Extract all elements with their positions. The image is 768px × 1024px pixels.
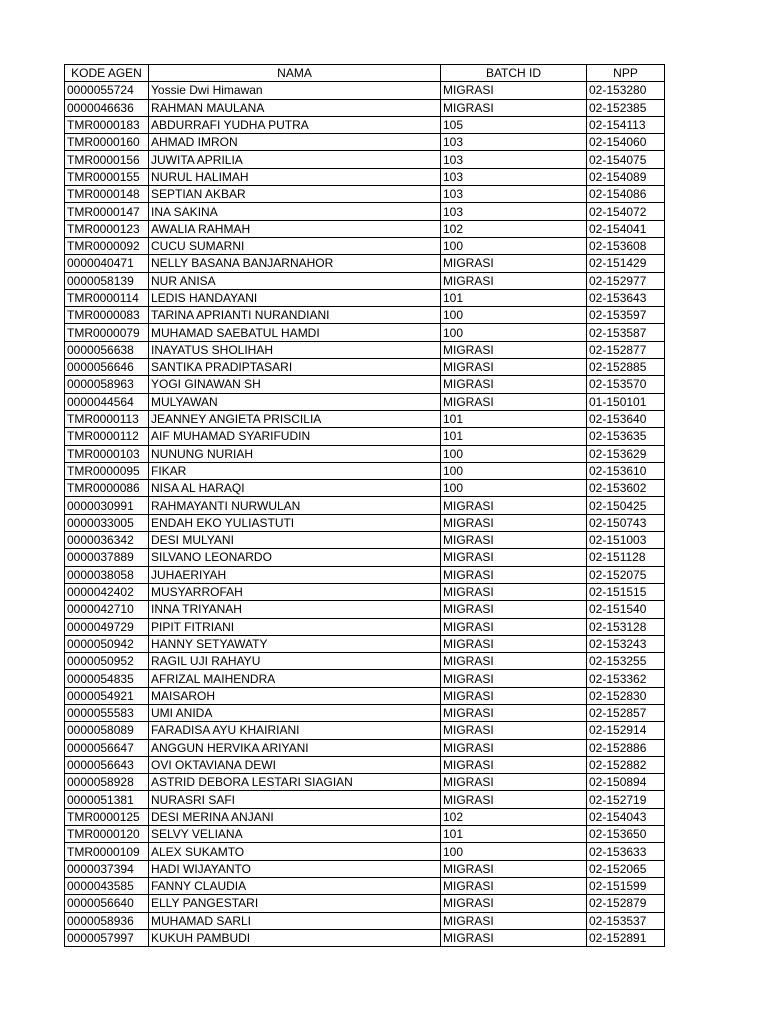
cell-npp: 02-152857 [587,704,665,721]
cell-npp: 02-151128 [587,549,665,566]
cell-batch-id: MIGRASI [441,929,587,946]
cell-batch-id: 102 [441,220,587,237]
cell-kode-agen: TMR0000123 [65,220,149,237]
cell-npp: 02-151003 [587,532,665,549]
cell-npp: 02-153362 [587,670,665,687]
cell-batch-id: MIGRASI [441,82,587,99]
cell-nama: ASTRID DEBORA LESTARI SIAGIAN [149,774,441,791]
cell-kode-agen: 0000057997 [65,929,149,946]
cell-npp: 02-154072 [587,203,665,220]
cell-nama: UMI ANIDA [149,704,441,721]
table-row [65,791,665,808]
table-row [65,618,665,635]
cell-npp: 02-153629 [587,445,665,462]
cell-kode-agen: 0000050942 [65,635,149,652]
cell-nama: JUHAERIYAH [149,566,441,583]
cell-nama: NELLY BASANA BANJARNAHOR [149,255,441,272]
cell-nama: SEPTIAN AKBAR [149,186,441,203]
table-row [65,376,665,393]
cell-kode-agen: 0000054835 [65,670,149,687]
cell-nama: HADI WIJAYANTO [149,860,441,877]
cell-kode-agen: 0000058928 [65,774,149,791]
cell-kode-agen: TMR0000112 [65,428,149,445]
cell-nama: PIPIT FITRIANI [149,618,441,635]
table-row [65,722,665,739]
cell-batch-id: 103 [441,168,587,185]
cell-nama: DESI MULYANI [149,532,441,549]
cell-kode-agen: TMR0000092 [65,237,149,254]
cell-nama: AIF MUHAMAD SYARIFUDIN [149,428,441,445]
cell-nama: KUKUH PAMBUDI [149,929,441,946]
header-batch-id: BATCH ID [441,65,587,82]
cell-kode-agen: 0000056643 [65,756,149,773]
table-row [65,168,665,185]
cell-nama: ANGGUN HERVIKA ARIYANI [149,739,441,756]
cell-npp: 02-154043 [587,808,665,825]
cell-npp: 02-153608 [587,237,665,254]
table-row [65,826,665,843]
cell-nama: FARADISA AYU KHAIRIANI [149,722,441,739]
cell-npp: 02-154089 [587,168,665,185]
cell-kode-agen: 0000058139 [65,272,149,289]
cell-batch-id: MIGRASI [441,272,587,289]
cell-batch-id: 101 [441,289,587,306]
cell-kode-agen: 0000055583 [65,704,149,721]
table-row [65,272,665,289]
cell-batch-id: MIGRASI [441,877,587,894]
cell-kode-agen: 0000042402 [65,583,149,600]
cell-batch-id: MIGRASI [441,583,587,600]
cell-batch-id: MIGRASI [441,376,587,393]
cell-batch-id: MIGRASI [441,687,587,704]
cell-batch-id: 100 [441,843,587,860]
table-row [65,704,665,721]
cell-batch-id: MIGRASI [441,774,587,791]
cell-nama: SILVANO LEONARDO [149,549,441,566]
cell-batch-id: 100 [441,307,587,324]
cell-batch-id: MIGRASI [441,566,587,583]
cell-npp: 02-150425 [587,497,665,514]
table-row [65,549,665,566]
cell-npp: 02-152879 [587,895,665,912]
cell-kode-agen: 0000040471 [65,255,149,272]
cell-npp: 02-153610 [587,462,665,479]
cell-kode-agen: 0000058089 [65,722,149,739]
cell-nama: HANNY SETYAWATY [149,635,441,652]
cell-nama: JEANNEY ANGIETA PRISCILIA [149,410,441,427]
cell-kode-agen: TMR0000083 [65,307,149,324]
table-row [65,895,665,912]
table-row [65,341,665,358]
table-row [65,635,665,652]
cell-batch-id: MIGRASI [441,670,587,687]
table-row [65,912,665,929]
cell-batch-id: MIGRASI [441,601,587,618]
cell-kode-agen: 0000044564 [65,393,149,410]
cell-nama: MUHAMAD SAEBATUL HAMDI [149,324,441,341]
cell-batch-id: 100 [441,324,587,341]
table-row [65,860,665,877]
cell-kode-agen: 0000037889 [65,549,149,566]
cell-nama: NUR ANISA [149,272,441,289]
cell-nama: LEDIS HANDAYANI [149,289,441,306]
cell-kode-agen: 0000051381 [65,791,149,808]
cell-npp: 02-154075 [587,151,665,168]
cell-kode-agen: 0000058936 [65,912,149,929]
cell-batch-id: MIGRASI [441,514,587,531]
cell-npp: 02-153602 [587,480,665,497]
cell-nama: FANNY CLAUDIA [149,877,441,894]
table-row [65,566,665,583]
cell-nama: RAHMAYANTI NURWULAN [149,497,441,514]
cell-kode-agen: TMR0000156 [65,151,149,168]
table-row [65,756,665,773]
cell-npp: 02-153650 [587,826,665,843]
table-row [65,670,665,687]
cell-kode-agen: 0000056640 [65,895,149,912]
cell-kode-agen: 0000037394 [65,860,149,877]
cell-npp: 02-153243 [587,635,665,652]
cell-nama: RAGIL UJI RAHAYU [149,653,441,670]
cell-kode-agen: TMR0000103 [65,445,149,462]
cell-nama: MAISAROH [149,687,441,704]
cell-nama: JUWITA APRILIA [149,151,441,168]
table-row [65,307,665,324]
cell-npp: 02-152882 [587,756,665,773]
cell-nama: MUHAMAD SARLI [149,912,441,929]
cell-batch-id: MIGRASI [441,739,587,756]
table-row [65,220,665,237]
table-row [65,393,665,410]
table-row [65,445,665,462]
cell-kode-agen: 0000056638 [65,341,149,358]
cell-kode-agen: TMR0000079 [65,324,149,341]
cell-batch-id: MIGRASI [441,756,587,773]
table-row [65,324,665,341]
cell-nama: ALEX SUKAMTO [149,843,441,860]
cell-batch-id: 100 [441,462,587,479]
cell-kode-agen: 0000033005 [65,514,149,531]
table-row [65,532,665,549]
cell-batch-id: MIGRASI [441,912,587,929]
cell-kode-agen: TMR0000086 [65,480,149,497]
table-row [65,359,665,376]
table-row [65,583,665,600]
agent-table [64,64,665,947]
cell-batch-id: MIGRASI [441,255,587,272]
cell-nama: ENDAH EKO YULIASTUTI [149,514,441,531]
cell-npp: 02-151599 [587,877,665,894]
cell-npp: 02-152877 [587,341,665,358]
table-body [65,82,665,947]
table-row [65,237,665,254]
cell-nama: OVI OKTAVIANA DEWI [149,756,441,773]
table-row [65,601,665,618]
cell-batch-id: MIGRASI [441,895,587,912]
cell-batch-id: 100 [441,445,587,462]
cell-npp: 02-151515 [587,583,665,600]
table-row [65,877,665,894]
cell-kode-agen: TMR0000155 [65,168,149,185]
cell-batch-id: MIGRASI [441,532,587,549]
cell-kode-agen: TMR0000160 [65,134,149,151]
table-row [65,687,665,704]
table-row [65,134,665,151]
table-row [65,151,665,168]
cell-npp: 02-153635 [587,428,665,445]
cell-nama: AWALIA RAHMAH [149,220,441,237]
cell-kode-agen: 0000043585 [65,877,149,894]
cell-batch-id: 103 [441,134,587,151]
cell-npp: 02-153537 [587,912,665,929]
cell-batch-id: MIGRASI [441,99,587,116]
header-nama: NAMA [149,65,441,82]
table-row [65,99,665,116]
cell-batch-id: MIGRASI [441,635,587,652]
cell-nama: DESI MERINA ANJANI [149,808,441,825]
cell-kode-agen: 0000038058 [65,566,149,583]
cell-npp: 02-153643 [587,289,665,306]
cell-nama: INAYATUS SHOLIHAH [149,341,441,358]
cell-npp: 02-152719 [587,791,665,808]
cell-kode-agen: TMR0000125 [65,808,149,825]
cell-kode-agen: 0000055724 [65,82,149,99]
cell-batch-id: 103 [441,151,587,168]
cell-batch-id: MIGRASI [441,860,587,877]
cell-npp: 02-150894 [587,774,665,791]
cell-npp: 02-152914 [587,722,665,739]
cell-npp: 02-153597 [587,307,665,324]
table-row [65,410,665,427]
cell-npp: 02-154060 [587,134,665,151]
cell-nama: NURASRI SAFI [149,791,441,808]
table-row [65,497,665,514]
cell-npp: 02-154041 [587,220,665,237]
cell-kode-agen: 0000042710 [65,601,149,618]
table-row [65,289,665,306]
header-npp: NPP [587,65,665,82]
cell-nama: CUCU SUMARNI [149,237,441,254]
cell-batch-id: MIGRASI [441,497,587,514]
cell-nama: AHMAD IMRON [149,134,441,151]
cell-batch-id: MIGRASI [441,549,587,566]
cell-batch-id: 100 [441,237,587,254]
cell-batch-id: 103 [441,186,587,203]
cell-kode-agen: 0000056646 [65,359,149,376]
cell-kode-agen: 0000056647 [65,739,149,756]
cell-kode-agen: 0000058963 [65,376,149,393]
cell-npp: 02-152075 [587,566,665,583]
table-row [65,116,665,133]
cell-npp: 02-152065 [587,860,665,877]
cell-npp: 02-154113 [587,116,665,133]
table-row [65,929,665,946]
cell-npp: 02-152891 [587,929,665,946]
cell-npp: 02-150743 [587,514,665,531]
table-row [65,774,665,791]
cell-batch-id: MIGRASI [441,393,587,410]
table-row [65,808,665,825]
cell-kode-agen: TMR0000095 [65,462,149,479]
cell-nama: TARINA APRIANTI NURANDIANI [149,307,441,324]
cell-npp: 02-152830 [587,687,665,704]
cell-nama: SANTIKA PRADIPTASARI [149,359,441,376]
table-row [65,653,665,670]
cell-nama: YOGI GINAWAN SH [149,376,441,393]
cell-npp: 02-152885 [587,359,665,376]
cell-nama: NUNUNG NURIAH [149,445,441,462]
cell-batch-id: 100 [441,480,587,497]
cell-batch-id: 101 [441,410,587,427]
table-row [65,186,665,203]
cell-npp: 02-152977 [587,272,665,289]
cell-nama: RAHMAN MAULANA [149,99,441,116]
cell-batch-id: MIGRASI [441,341,587,358]
table-row [65,82,665,99]
cell-nama: NISA AL HARAQI [149,480,441,497]
cell-nama: Yossie Dwi Himawan [149,82,441,99]
cell-nama: INA SAKINA [149,203,441,220]
cell-nama: NURUL HALIMAH [149,168,441,185]
cell-kode-agen: 0000054921 [65,687,149,704]
cell-batch-id: MIGRASI [441,653,587,670]
cell-batch-id: MIGRASI [441,618,587,635]
cell-nama: FIKAR [149,462,441,479]
cell-batch-id: 101 [441,826,587,843]
cell-npp: 01-150101 [587,393,665,410]
cell-batch-id: MIGRASI [441,791,587,808]
cell-npp: 02-154086 [587,186,665,203]
cell-npp: 02-153255 [587,653,665,670]
cell-npp: 02-153640 [587,410,665,427]
cell-nama: MUSYARROFAH [149,583,441,600]
table-row [65,462,665,479]
cell-kode-agen: TMR0000120 [65,826,149,843]
cell-batch-id: MIGRASI [441,704,587,721]
cell-npp: 02-151540 [587,601,665,618]
cell-npp: 02-153633 [587,843,665,860]
cell-batch-id: 102 [441,808,587,825]
cell-batch-id: MIGRASI [441,722,587,739]
cell-kode-agen: TMR0000113 [65,410,149,427]
cell-kode-agen: 0000049729 [65,618,149,635]
table-row [65,203,665,220]
cell-npp: 02-151429 [587,255,665,272]
cell-kode-agen: TMR0000114 [65,289,149,306]
cell-kode-agen: 0000030991 [65,497,149,514]
table-row [65,428,665,445]
cell-batch-id: MIGRASI [441,359,587,376]
cell-nama: MULYAWAN [149,393,441,410]
header-row [65,65,665,82]
cell-npp: 02-153280 [587,82,665,99]
table-row [65,480,665,497]
cell-npp: 02-153587 [587,324,665,341]
cell-kode-agen: TMR0000109 [65,843,149,860]
cell-kode-agen: TMR0000147 [65,203,149,220]
table-row [65,514,665,531]
cell-npp: 02-152385 [587,99,665,116]
cell-batch-id: 101 [441,428,587,445]
cell-npp: 02-152886 [587,739,665,756]
table-row [65,843,665,860]
table-row [65,255,665,272]
cell-nama: INNA TRIYANAH [149,601,441,618]
cell-kode-agen: 0000050952 [65,653,149,670]
cell-kode-agen: TMR0000148 [65,186,149,203]
cell-nama: SELVY VELIANA [149,826,441,843]
cell-kode-agen: 0000036342 [65,532,149,549]
cell-batch-id: 105 [441,116,587,133]
cell-npp: 02-153570 [587,376,665,393]
cell-nama: ELLY PANGESTARI [149,895,441,912]
cell-kode-agen: 0000046636 [65,99,149,116]
cell-nama: AFRIZAL MAIHENDRA [149,670,441,687]
cell-kode-agen: TMR0000183 [65,116,149,133]
cell-npp: 02-153128 [587,618,665,635]
header-kode-agen: KODE AGEN [65,65,149,82]
cell-nama: ABDURRAFI YUDHA PUTRA [149,116,441,133]
cell-batch-id: 103 [441,203,587,220]
table-row [65,739,665,756]
